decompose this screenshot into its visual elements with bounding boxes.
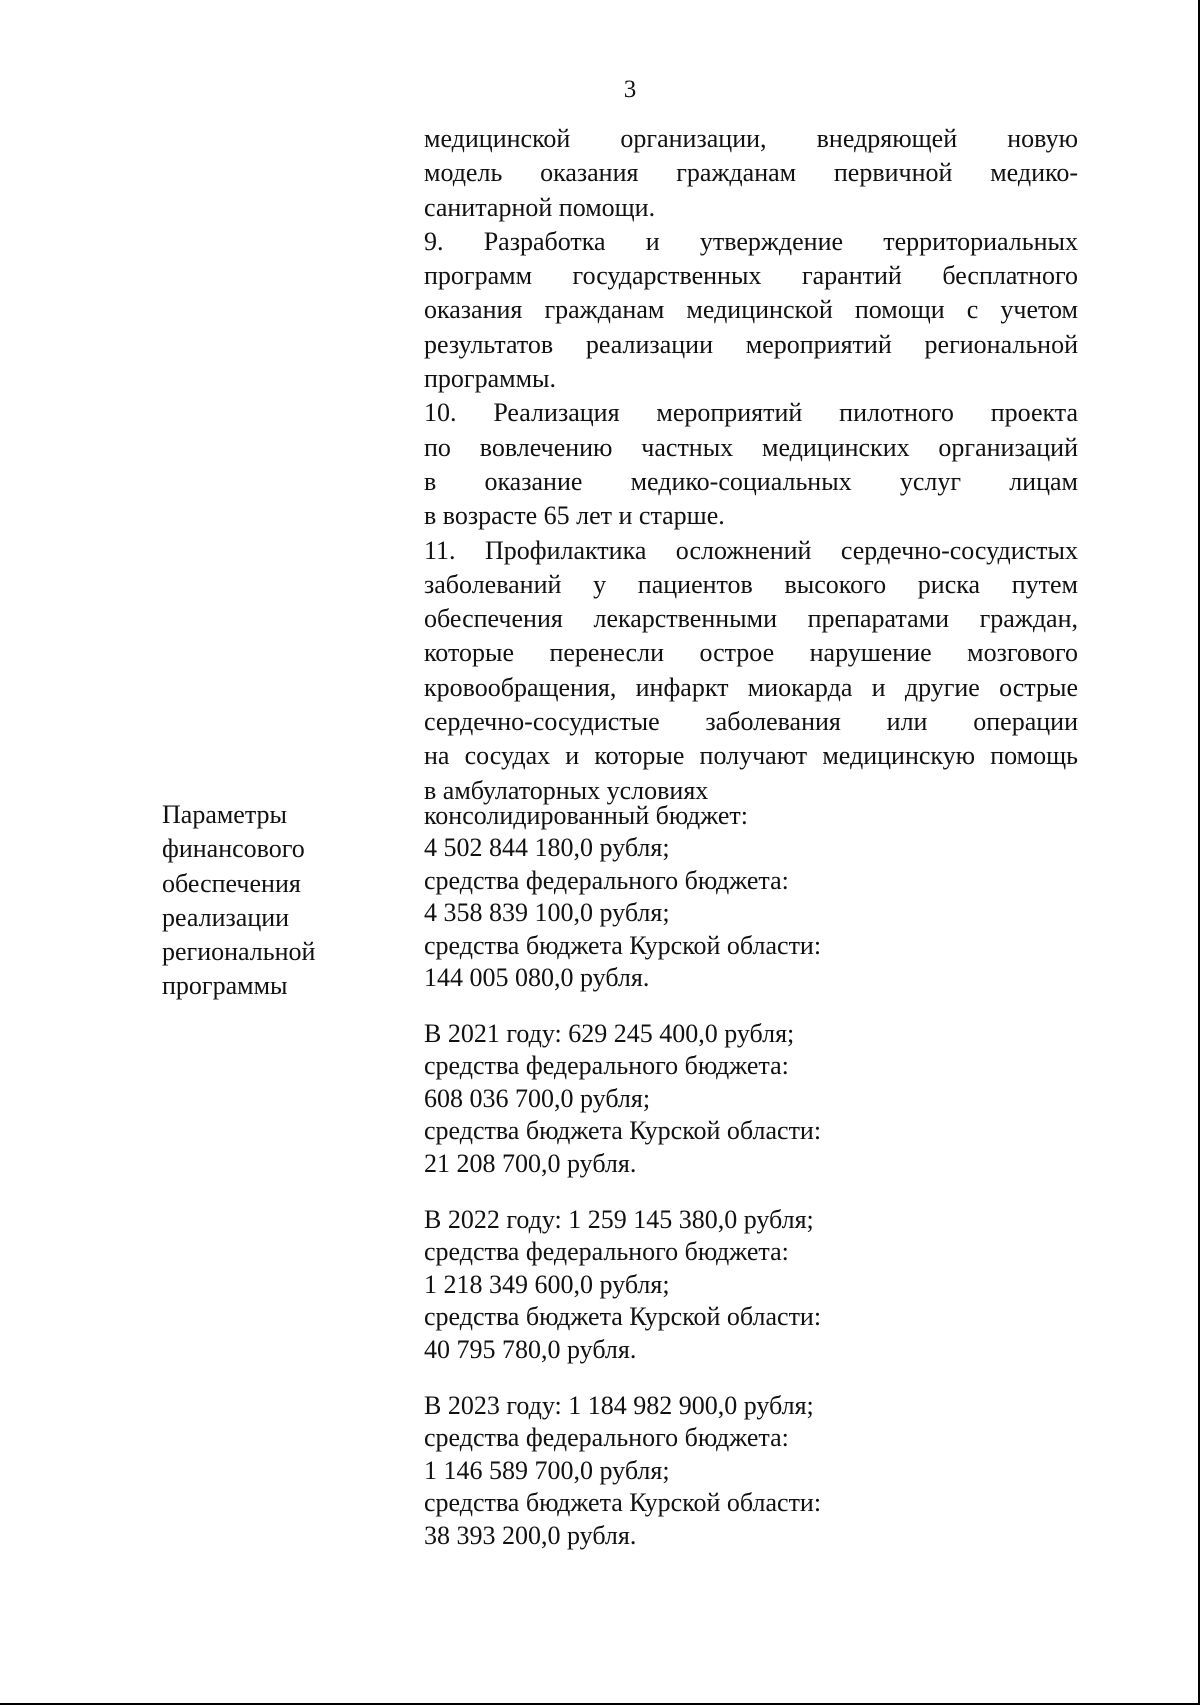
financing-section-label <box>162 798 382 1004</box>
financing-total <box>424 800 1074 994</box>
text-line: результатов реализации мероприятий региональной <box>424 329 1078 359</box>
text-line: сердечно-сосудистые заболевания или операции <box>424 707 1078 737</box>
text-line: в амбулаторных условиях <box>424 775 709 805</box>
text-line: в оказание медико-социальных услуг лицам <box>424 466 1078 496</box>
text-line: 9. Разработка и утверждение территориальных <box>424 226 1078 256</box>
text-line: в возрасте 65 лет и старше. <box>424 501 725 531</box>
text-line: модель оказания гражданам первичной медико- <box>424 158 1078 188</box>
measures-list-continuation <box>424 122 1078 808</box>
fin-line: средства федерального бюджета: <box>424 865 789 895</box>
financing-2023 <box>424 1390 1074 1552</box>
fin-line: 4 502 844 180,0 рубля; <box>424 833 670 863</box>
page-number: 3 <box>623 76 637 103</box>
text-line: санитарной помощи. <box>424 192 656 222</box>
text-line: заболеваний у пациентов высокого риска путем <box>424 569 1078 599</box>
label-line: финансового <box>162 834 305 864</box>
fin-line: В 2021 году: 629 245 400,0 рубля; <box>424 1019 795 1048</box>
text-line: кровообращения, инфаркт миокарда и другие острые <box>424 672 1078 702</box>
text-line: по вовлечению частных медицинских организаций <box>424 432 1078 462</box>
fin-line: 1 218 349 600,0 рубля; <box>424 1269 670 1299</box>
label-line: программы <box>162 971 288 1001</box>
label-line: реализации <box>162 902 290 932</box>
fin-line: 144 005 080,0 рубля. <box>424 963 650 993</box>
fin-line: 38 393 200,0 рубля. <box>424 1520 637 1550</box>
fin-line: 4 358 839 100,0 рубля; <box>424 898 670 928</box>
fin-line: средства федерального бюджета: <box>424 1051 789 1081</box>
text-line: оказания гражданам медицинской помощи с учетом <box>424 295 1078 325</box>
text-line: 11. Профилактика осложнений сердечно-сосудистых <box>424 535 1078 565</box>
text-line: программы. <box>424 364 556 394</box>
fin-line: 1 146 589 700,0 рубля; <box>424 1455 670 1485</box>
fin-line: 608 036 700,0 рубля; <box>424 1083 651 1113</box>
text-line: обеспечения лекарственными препаратами граждан, <box>424 604 1078 634</box>
fin-line: средства федерального бюджета: <box>424 1237 789 1267</box>
fin-line: 40 795 780,0 рубля. <box>424 1334 637 1364</box>
text-line: 10. Реализация мероприятий пилотного проекта <box>424 398 1078 428</box>
financing-2022 <box>424 1204 1074 1366</box>
text-line: программ государственных гарантий бесплатного <box>424 261 1078 291</box>
fin-line: средства бюджета Курской области: <box>424 1302 822 1332</box>
text-line: которые перенесли острое нарушение мозгового <box>424 638 1078 668</box>
fin-line: 21 208 700,0 рубля. <box>424 1148 637 1178</box>
fin-line: В 2022 году: 1 259 145 380,0 рубля; <box>424 1205 814 1234</box>
fin-line: консолидированный бюджет: <box>424 801 748 830</box>
text-line: медицинской организации, внедряющей новую <box>424 124 1078 153</box>
fin-line: средства бюджета Курской области: <box>424 1116 822 1146</box>
label-line: региональной <box>162 937 316 967</box>
fin-line: средства бюджета Курской области: <box>424 930 822 960</box>
fin-line: средства федерального бюджета: <box>424 1423 789 1453</box>
financing-2021 <box>424 1018 1074 1180</box>
fin-line: средства бюджета Курской области: <box>424 1488 822 1518</box>
label-line: обеспечения <box>162 868 301 898</box>
text-line: на сосудах и которые получают медицинскую помощь <box>424 741 1078 771</box>
label-line: Параметры <box>162 800 287 829</box>
fin-line: В 2023 году: 1 184 982 900,0 рубля; <box>424 1391 814 1420</box>
